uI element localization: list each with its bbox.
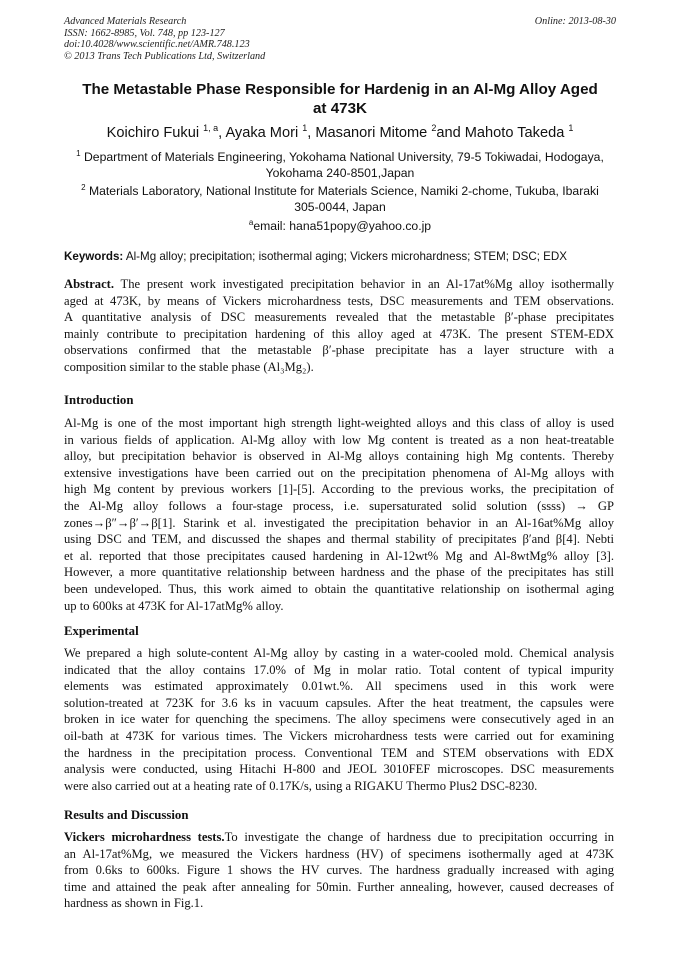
results-line-text: To investigate the change of hardness due to precipitation occurring in xyxy=(224,830,614,844)
experimental-line: the hardness in the precipitation process. Conventional TEM and STEM observations with EDX xyxy=(64,745,614,760)
affiliation-2-line-1: Materials Laboratory, National Institute for Materials Science, Namiki 2-chome, Tukuba, Ibaraki xyxy=(85,184,599,198)
introduction-line: extensive investigations have been carried out on the precipitation phenomena of Al-Mg alloys with xyxy=(64,465,614,480)
introduction-line: However, a more quantitative relationship between hardness and the phase of the precipitates has still xyxy=(64,565,614,580)
email-address[interactable]: email: hana51popy@yahoo.co.jp xyxy=(253,219,432,233)
results-line xyxy=(64,829,614,846)
affiliation-2 xyxy=(64,184,616,215)
results-heading: Results and Discussion xyxy=(64,808,189,822)
email-sup: a xyxy=(248,217,254,227)
journal-issn: ISSN: 1662-8985, Vol. 748, pp 123-127 xyxy=(64,27,225,39)
introduction-body xyxy=(64,415,614,614)
experimental-line: indicated that the alloy contains 17.0% of Mg in molar ratio. Total content of typical impurity xyxy=(64,662,614,677)
abstract-label: Abstract. xyxy=(64,277,115,291)
introduction-line: zones→β″→β′→β[1]. Starink et al. investigated the precipitation behavior in an Al-16at%Mg alloy xyxy=(64,515,614,530)
author-3-sup: 2 xyxy=(431,123,437,134)
abstract-line: aged at 473K, by means of Vickers microhardness tests, DSC measurements and TEM observations. xyxy=(64,293,614,308)
experimental-line: elements was estimated approximately 0.01wt.%. All specimens used in this work were xyxy=(64,679,614,694)
affiliation-2-sup: 2 xyxy=(81,182,86,192)
abstract-line xyxy=(64,276,614,293)
author-list xyxy=(64,124,616,142)
affiliation-1-sup: 1 xyxy=(76,148,81,158)
results-line: an Al-17at%Mg, we measured the Vickers hardness (HV) of specimens isothermally aged at 473K xyxy=(64,846,614,861)
experimental-body xyxy=(64,645,614,794)
title-line-2: at 473K xyxy=(312,100,368,117)
abstract-line: mainly contribute to precipitation hardening of this alloy aged at 473K. The present STEM-EDX xyxy=(64,326,614,341)
keywords xyxy=(64,249,620,264)
introduction-line: Al-Mg is one of the most important high strength light-weighted alloys and this class of alloy is used xyxy=(64,416,614,430)
experimental-line: We prepared a high solute-content Al-Mg alloy by casting in a water-cooled mold. Chemical analysis xyxy=(64,646,614,660)
introduction-line: been undeveloped. Thus, this work aimed to obtain the quantitative relationship on isothermal aging xyxy=(64,581,614,596)
introduction-line: alloy, but precipitation behavior is observed in Al-Mg alloys containing high Mg contents. Thereby xyxy=(64,449,614,464)
journal-name: Advanced Materials Research xyxy=(64,16,187,27)
affiliation-2-line-2: 305-0044, Japan xyxy=(294,199,386,214)
paper-title xyxy=(64,80,616,118)
affiliation-1-line-1: Department of Materials Engineering, Yokohama National University, 79-5 Tokiwadai, Hodogaya, xyxy=(80,150,604,164)
introduction-heading: Introduction xyxy=(64,393,134,407)
online-date: Online: 2013-08-30 xyxy=(534,16,616,27)
author-1: Koichiro Fukui xyxy=(106,125,204,141)
email-line xyxy=(64,219,616,235)
author-2-sup: 1 xyxy=(302,123,308,134)
introduction-line: the Al-Mg alloy follows a four-stage process, i.e. supersaturated solid solution (ssss) → GP xyxy=(64,498,614,513)
affiliation-1 xyxy=(64,150,616,181)
author-4: and Mahoto Takeda xyxy=(436,125,569,141)
author-4-sup: 1 xyxy=(568,123,574,134)
results-line: hardness as shown in Fig.1. xyxy=(64,896,204,911)
experimental-line: were also carried out at a heating rate of 0.17K/s, using a RIGAKU Thermo Plus2 DSC-8230. xyxy=(64,778,538,793)
experimental-line: oil-bath at 473K for various times. The Vickers microhardness tests were carried out for examining xyxy=(64,728,614,743)
affiliation-1-line-2: Yokohama 240-8501,Japan xyxy=(265,165,415,180)
results-line: time and attained the peak after annealing for 50min. Further annealing, however, caused decreases of xyxy=(64,879,614,894)
keywords-label: Keywords: xyxy=(64,250,124,263)
abstract-line: composition similar to the stable phase (Al₃Mg₂). xyxy=(64,359,314,374)
author-3: , Masanori Mitome xyxy=(307,125,432,141)
experimental-line: broken in ice water for quenching the specimens. The alloy specimens were consecutively aged in an xyxy=(64,712,614,727)
abstract-line: A quantitative analysis of DSC measurements revealed that the metastable β′-phase precipitates xyxy=(64,310,614,325)
journal-doi: doi:10.4028/www.scientific.net/AMR.748.123 xyxy=(64,39,250,51)
experimental-heading: Experimental xyxy=(64,624,139,638)
experimental-line: analysis were conducted, using Hitachi H-800 and JEOL 3010FEF microscopes. DSC measurements xyxy=(64,762,614,777)
results-line: from 0.6ks to 600ks. Figure 1 shows the HV curves. The hardness gradually increased with aging xyxy=(64,863,614,878)
experimental-line: solution-treated at 723K for 3.6 ks in vacuum capsules. After the heat treatment, the capsules were xyxy=(64,695,614,710)
abstract-line: observations confirmed that the metastable β′-phase precipitate has a layer structure with a xyxy=(64,343,614,358)
title-line-1: The Metastable Phase Responsible for Hardenig in an Al-Mg Alloy Aged xyxy=(82,81,598,98)
introduction-line: using DSC and TEM, and discussed the shapes and thermal stability of precipitates β′and β[4]. Nebti xyxy=(64,532,614,547)
abstract-line-text: The present work investigated precipitation behavior in an Al-17at%Mg alloy isothermally xyxy=(114,277,614,291)
keywords-text: Al-Mg alloy; precipitation; isothermal aging; Vickers microhardness; STEM; DSC; EDX xyxy=(123,250,568,263)
journal-header xyxy=(64,16,616,62)
introduction-line: high Mg content by previous workers [1]-[5]. According to the previous works, the precipitation of xyxy=(64,482,614,497)
introduction-line: up to 600ks at 473K for Al-17atMg% alloy. xyxy=(64,598,284,613)
journal-copyright: © 2013 Trans Tech Publications Ltd, Switzerland xyxy=(64,50,266,62)
introduction-line: et al. reported that those precipitates caused hardening in Al-12wt% Mg and Al-8wtMg% alloy [3]. xyxy=(64,548,614,563)
introduction-line: in various fields of application. Al-Mg alloy with low Mg content is treated as a non heat-treatable xyxy=(64,432,614,447)
results-body xyxy=(64,829,614,912)
results-subheading: Vickers microhardness tests. xyxy=(64,830,225,844)
author-2: , Ayaka Mori xyxy=(218,125,303,141)
author-1-sup: 1, a xyxy=(203,123,219,134)
abstract xyxy=(64,276,614,376)
